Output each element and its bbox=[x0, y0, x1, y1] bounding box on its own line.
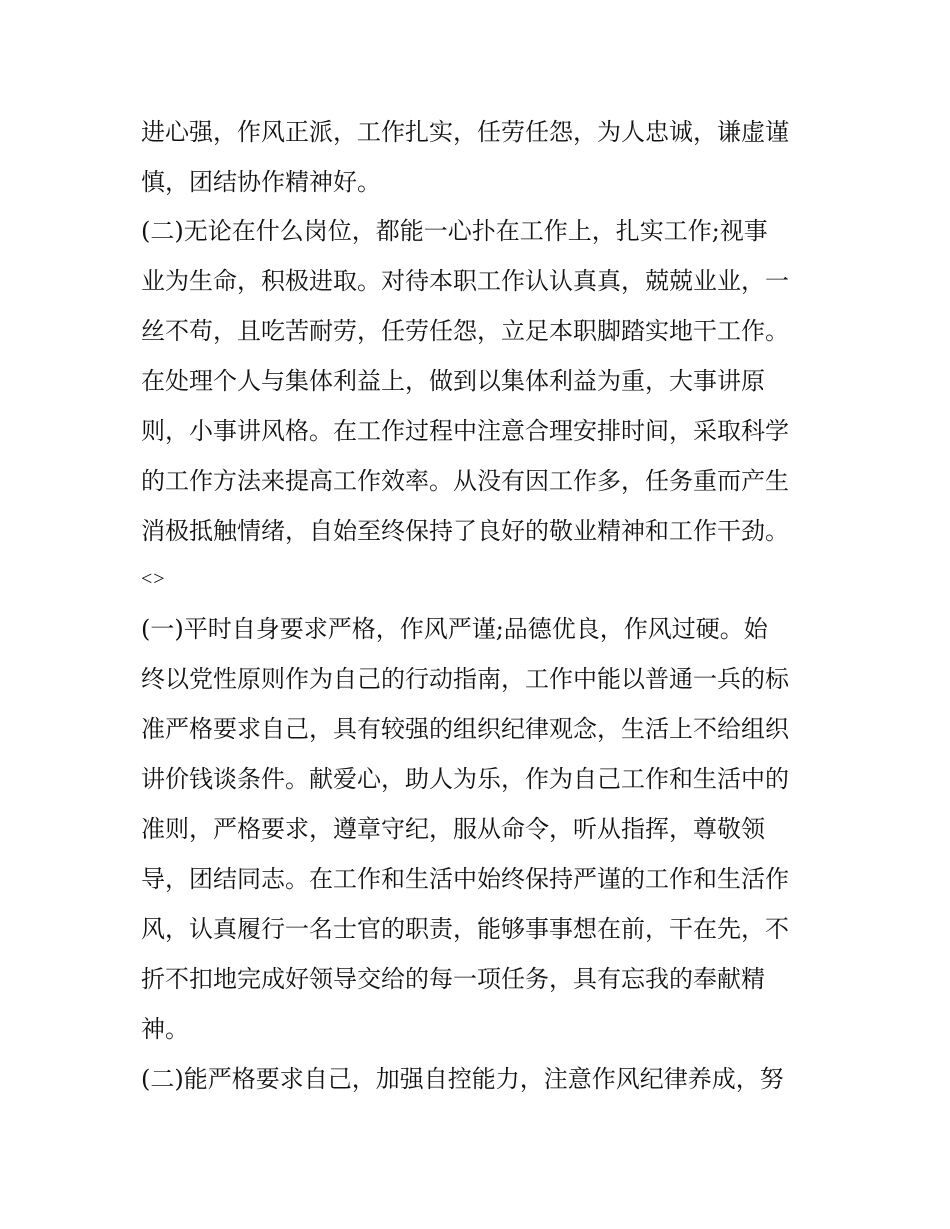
text-line: 准则，严格要求，遵章守纪，服从命令，听从指挥，尊敬领 bbox=[141, 815, 765, 843]
text-line: 业为生命，积极进取。对待本职工作认认真真，兢兢业业，一 bbox=[141, 267, 789, 295]
text-line: 导，团结同志。在工作和生活中始终保持严谨的工作和生活作 bbox=[141, 865, 789, 893]
text-line: 则，小事讲风格。在工作过程中注意合理安排时间，采取科学 bbox=[141, 417, 789, 445]
section-marker: <> bbox=[141, 568, 166, 590]
text-line: (二)无论在什么岗位，都能一心扑在工作上，扎实工作;视事 bbox=[141, 217, 768, 245]
text-line: (一)平时自身要求严格，作风严谨;品德优良，作风过硬。始 bbox=[141, 615, 768, 643]
text-line: 的工作方法来提高工作效率。从没有因工作多，任务重而产生 bbox=[141, 467, 789, 495]
text-line: 神。 bbox=[141, 1015, 189, 1043]
text-line: (二)能严格要求自己，加强自控能力，注意作风纪律养成，努 bbox=[141, 1065, 784, 1093]
text-line: 折不扣地完成好领导交给的每一项任务，具有忘我的奉献精 bbox=[141, 965, 765, 993]
text-line: 终以党性原则作为自己的行动指南，工作中能以普通一兵的标 bbox=[141, 665, 789, 693]
text-line: 在处理个人与集体利益上，做到以集体利益为重，大事讲原 bbox=[141, 367, 765, 395]
text-line: 消极抵触情绪，自始至终保持了良好的敬业精神和工作干劲。 bbox=[141, 517, 789, 545]
text-line: 慎，团结协作精神好。 bbox=[141, 168, 381, 196]
text-line: 准严格要求自己，具有较强的组织纪律观念，生活上不给组织 bbox=[141, 715, 789, 743]
text-line: 讲价钱谈条件。献爱心，助人为乐，作为自己工作和生活中的 bbox=[141, 765, 789, 793]
text-line: 丝不苟，且吃苦耐劳，任劳任怨，立足本职脚踏实地干工作。 bbox=[141, 317, 789, 345]
text-line: 进心强，作风正派，工作扎实，任劳任怨，为人忠诚，谦虚谨 bbox=[141, 118, 789, 146]
text-line: 风，认真履行一名士官的职责，能够事事想在前，干在先，不 bbox=[141, 915, 789, 943]
